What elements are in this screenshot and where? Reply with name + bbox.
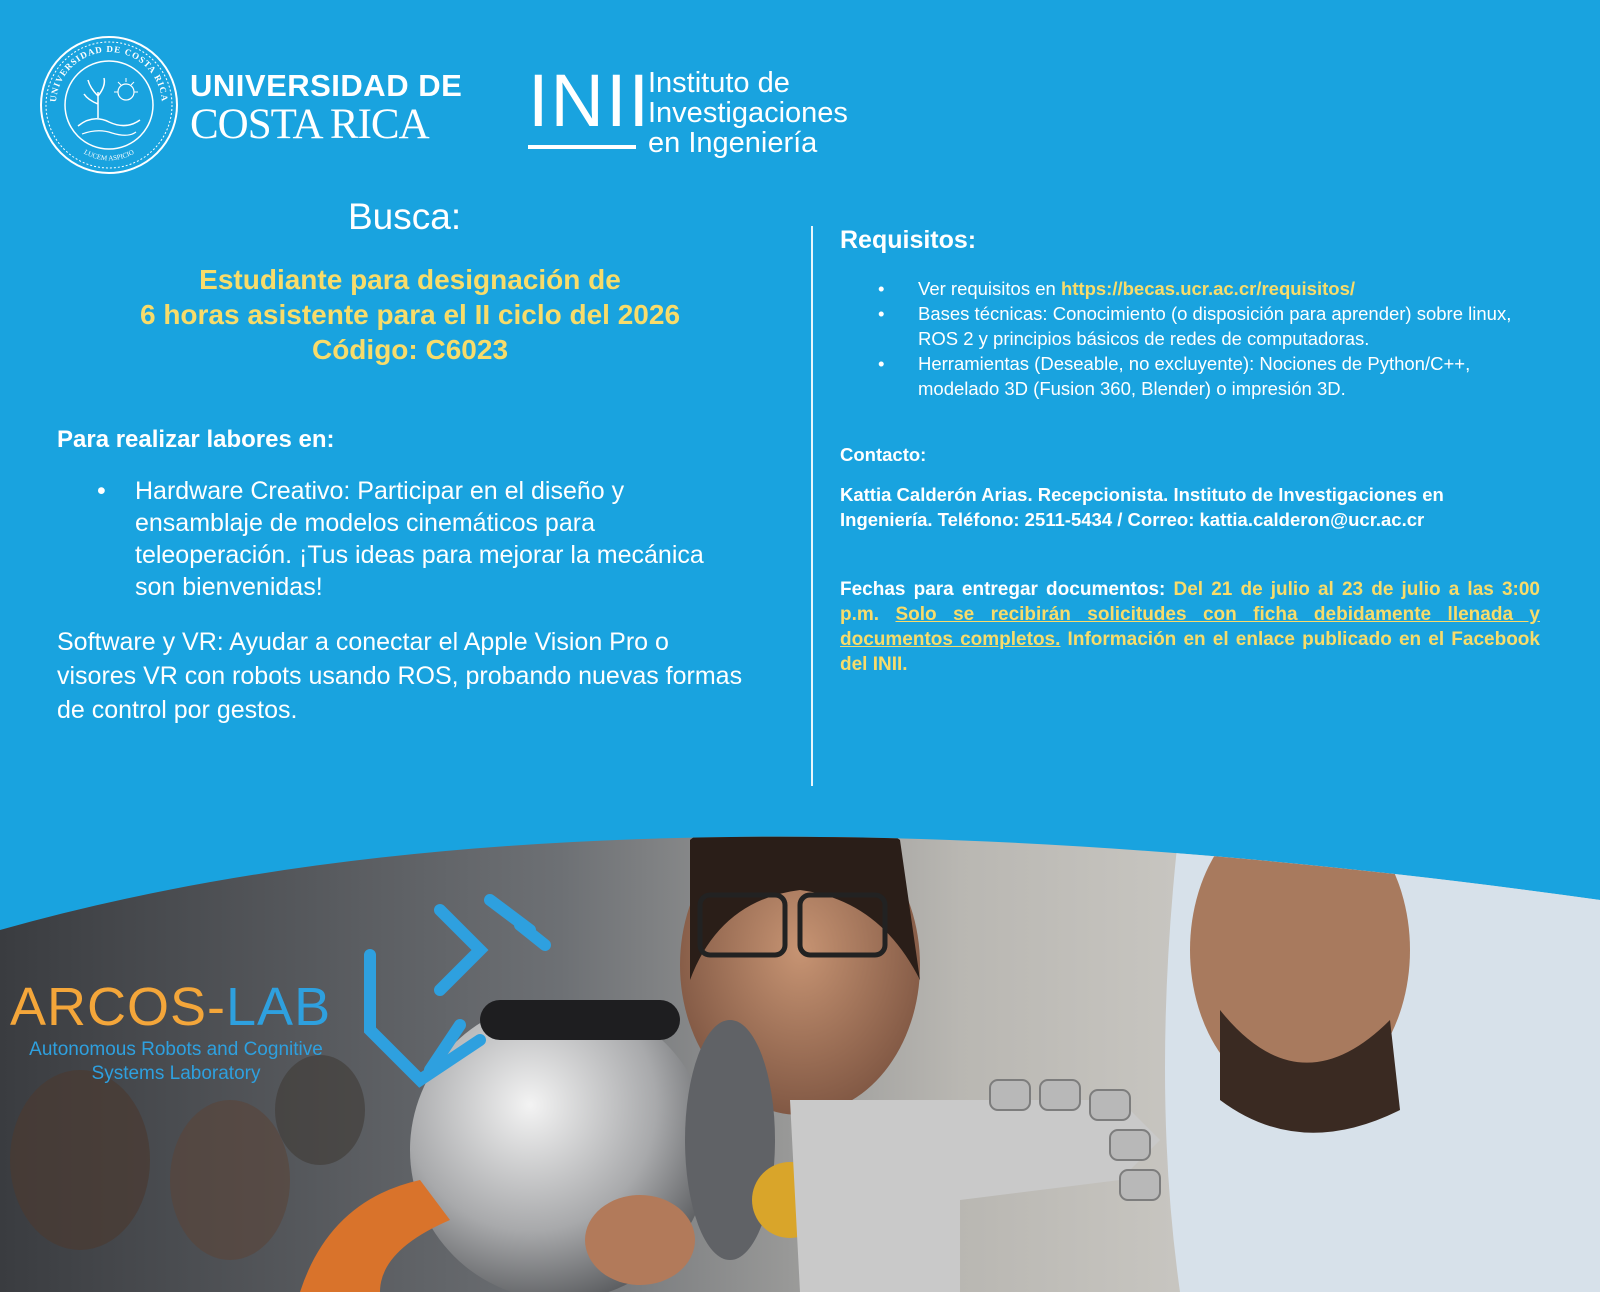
arcos-subtitle	[10, 1038, 342, 1086]
bullet-icon: •	[878, 278, 885, 299]
tasks-heading: Para realizar labores en:	[57, 426, 335, 453]
requirements-link[interactable]: https://becas.ucr.ac.cr/requisitos/	[1060, 278, 1356, 299]
bullet-icon: •	[878, 303, 885, 324]
svg-text:LUCEM ASPICIO	[83, 148, 136, 162]
dates-paragraph	[840, 577, 1540, 677]
inii-line1: Instituto de	[648, 67, 790, 99]
dates-value: Del 21 de julio al 23 de julio a las 3:00 p.m.	[840, 579, 1540, 625]
ucr-line1: UNIVERSIDAD DE	[190, 68, 463, 103]
position-title	[60, 262, 760, 367]
title-line3: Código: C6023	[311, 334, 509, 365]
bullet-icon: •	[878, 353, 885, 374]
title-line1: Estudiante para designación de	[199, 264, 621, 295]
title-line2: 6 horas asistente para el II ciclo del 2026	[139, 299, 681, 330]
seal-text-top: UNIVERSIDAD DE COSTA RICA	[47, 43, 171, 103]
inii-line3: en Ingeniería	[648, 127, 818, 159]
task-text: Hardware Creativo: Participar en el diseño y ensamblaje de modelos cinemáticos para teleoperación. ¡Tus ideas para mejorar la mecánica son bienvenidas!	[135, 477, 704, 601]
dates-tail: Información en el enlace publicado en el Facebook del INII.	[840, 629, 1540, 675]
ucr-wordmark	[190, 70, 462, 146]
arcos-title-part2: LAB	[226, 977, 332, 1037]
column-divider	[811, 226, 813, 786]
seal-text-bottom: LUCEM ASPICIO	[82, 148, 136, 163]
requirements-list	[878, 276, 1538, 401]
arcos-title	[10, 977, 332, 1037]
list-item	[878, 301, 1538, 351]
ucr-line2: COSTA RICA	[190, 101, 429, 148]
req2-text: Bases técnicas: Conocimiento (o disposición para aprender) sobre linux, ROS 2 y principios básicos de redes de computadoras.	[918, 303, 1512, 349]
requirements-heading: Requisitos:	[840, 226, 977, 254]
req1-prefix: Ver requisitos en	[918, 278, 1061, 299]
arcos-subtitle-line1: Autonomous Robots and Cognitive	[29, 1039, 323, 1060]
ucr-seal-icon	[38, 34, 180, 176]
list-item	[878, 276, 1538, 301]
dates-underlined: Solo se recibirán solicitudes con ficha debidamente llenada y documentos completos.	[840, 604, 1540, 650]
inii-mark: INII	[528, 59, 652, 142]
arcos-subtitle-line2: Systems Laboratory	[91, 1063, 261, 1084]
contact-heading: Contacto:	[840, 444, 927, 465]
list-item	[878, 351, 1538, 401]
list-item	[97, 475, 737, 603]
inii-line2: Investigaciones	[648, 97, 848, 129]
contact-body: Kattia Calderón Arias. Recepcionista. Instituto de Investigaciones en Ingeniería. Teléfono: 2511-5434 / Correo: kattia.calderon@ucr.ac.cr	[840, 484, 1444, 530]
inii-wordmark	[648, 68, 848, 158]
inii-underline	[528, 145, 636, 149]
bullet-icon: •	[97, 477, 106, 505]
tasks-list	[97, 475, 737, 603]
arcos-title-part1: ARCOS-	[10, 977, 227, 1037]
req3-text: Herramientas (Deseable, no excluyente): Nociones de Python/C++, modelado 3D (Fusion 360, Blender) o impresión 3D.	[918, 353, 1471, 399]
busca-heading: Busca:	[348, 196, 462, 237]
dates-label: Fechas para entregar documentos:	[840, 579, 1174, 600]
software-paragraph: Software y VR: Ayudar a conectar el Apple Vision Pro o visores VR con robots usando ROS, probando nuevas formas de control por gestos.	[57, 628, 743, 724]
